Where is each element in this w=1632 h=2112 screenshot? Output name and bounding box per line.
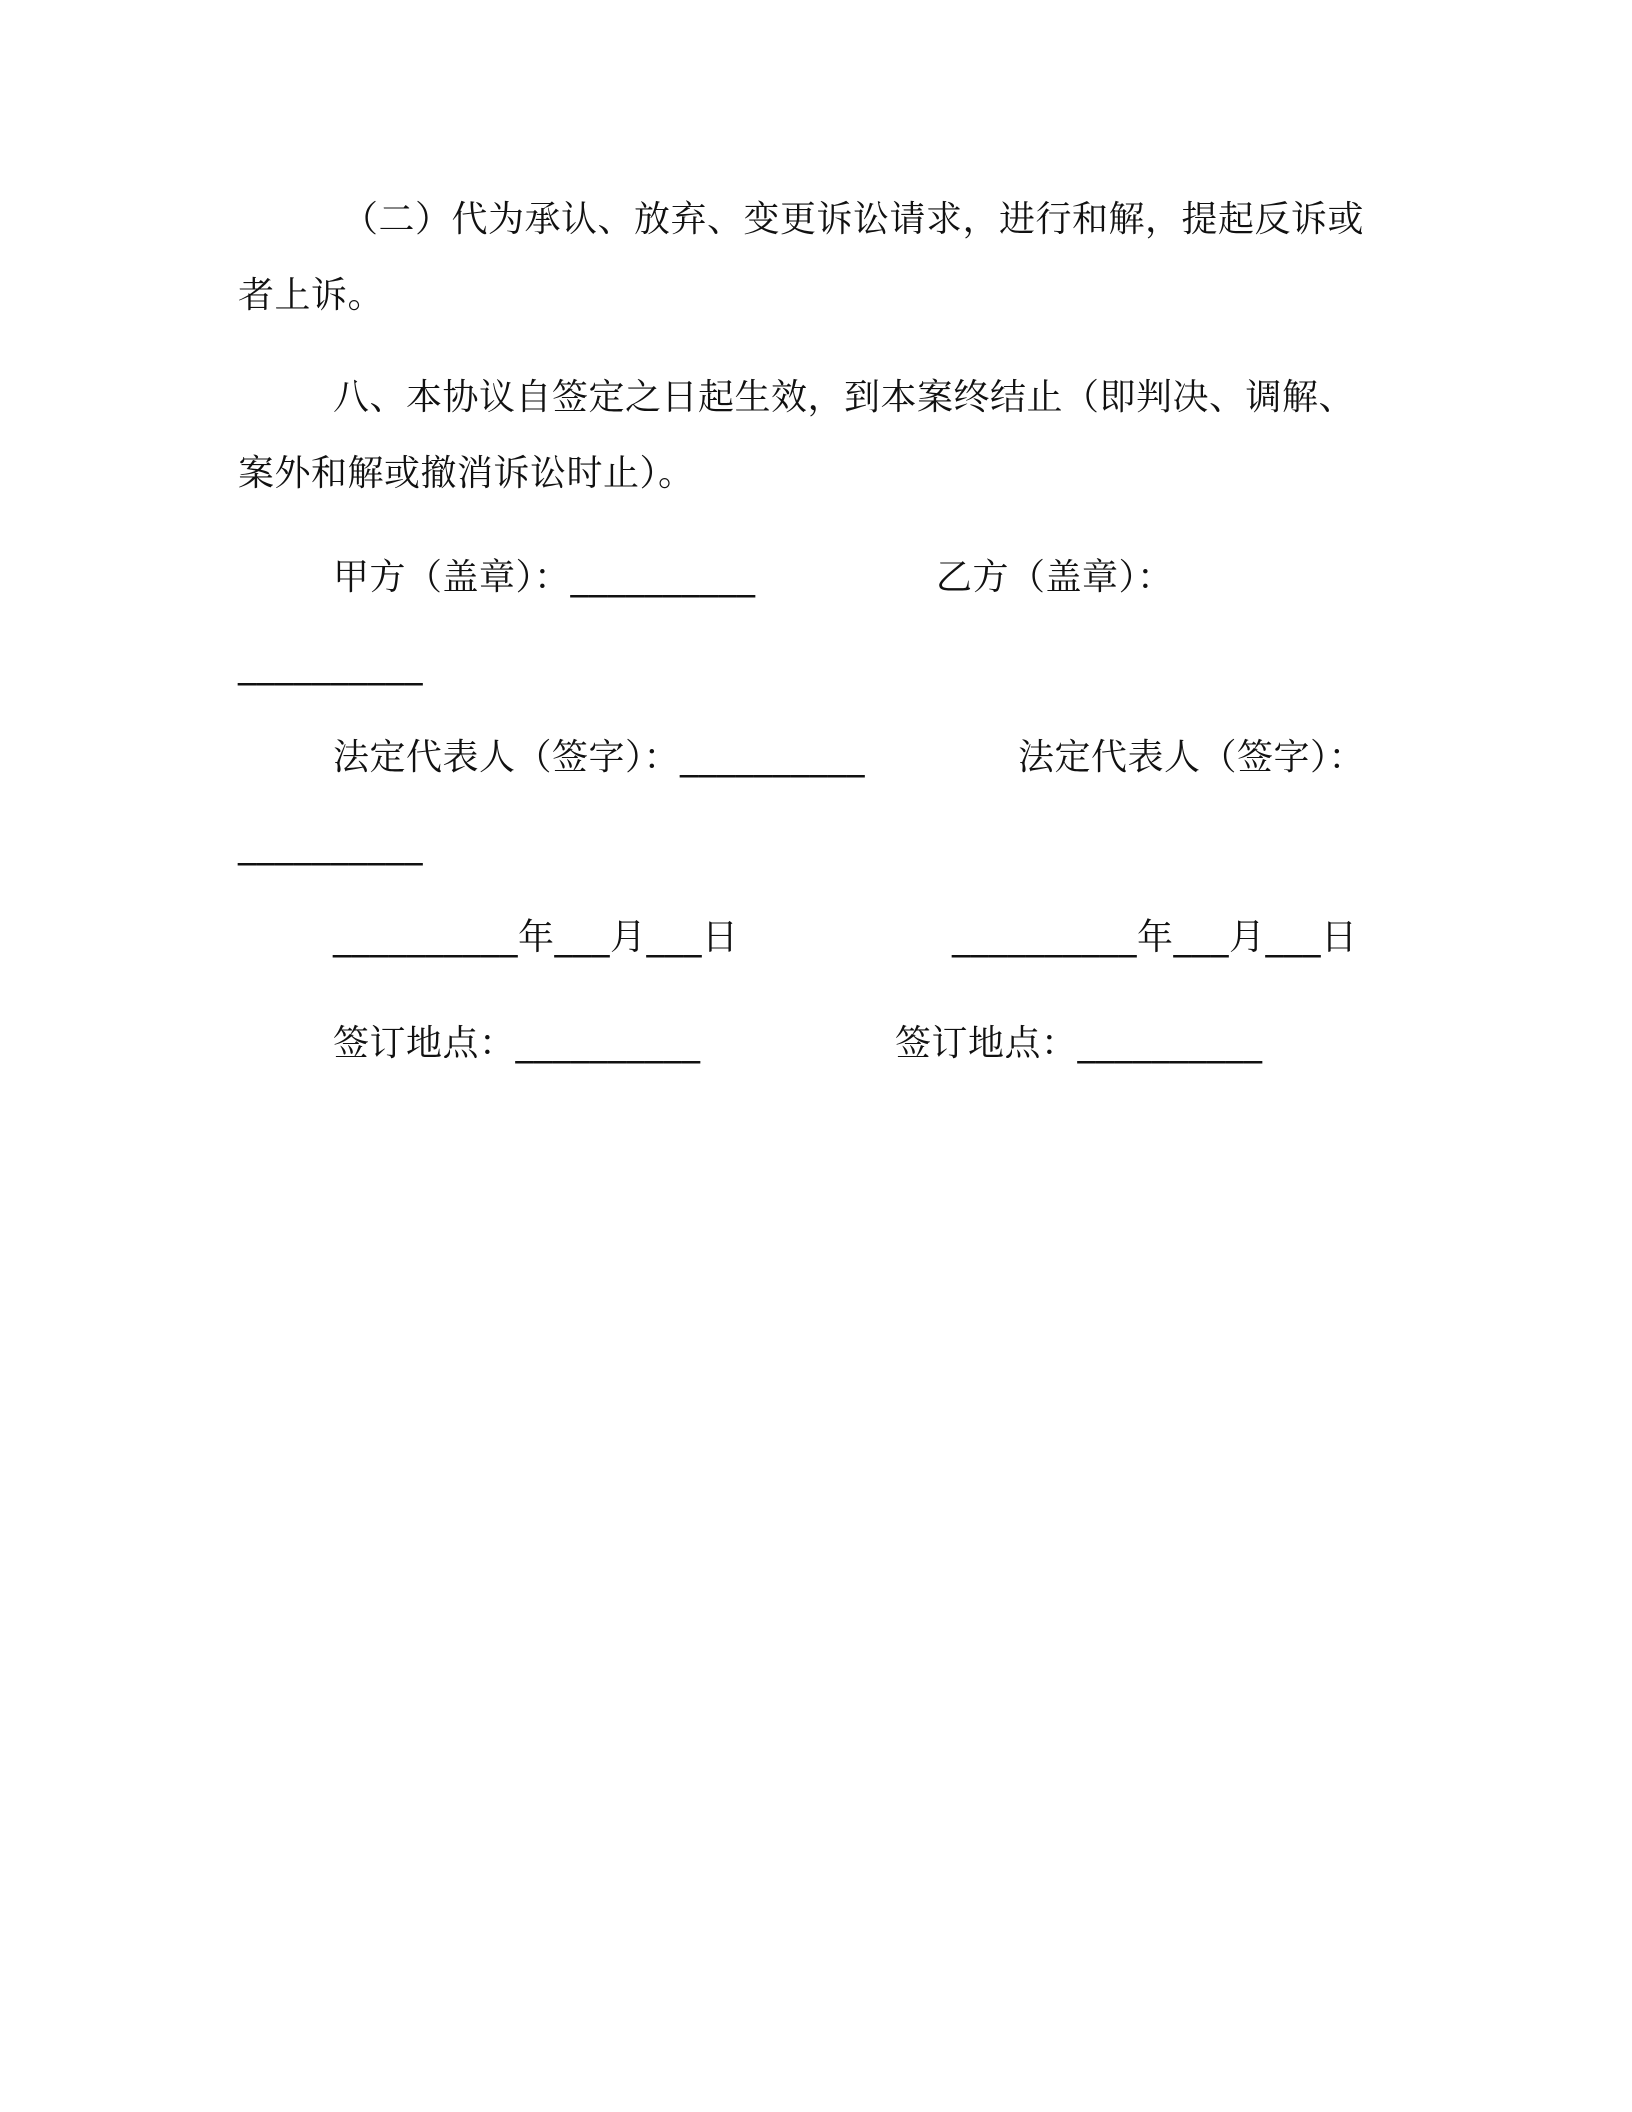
party-b-date-line: __________年___月___日 (952, 917, 1358, 958)
party-a-rep-line: 法定代表人（签字）：__________ (333, 737, 866, 778)
party-b-place-line: 签订地点：__________ (895, 1023, 1263, 1064)
party-b-seal-line: 乙方（盖章）： (936, 557, 1174, 598)
clause-8-line-2: 案外和解或撤消诉讼时止）。 (238, 453, 695, 494)
party-b-seal-blank: __________ (238, 645, 423, 686)
party-a-place-line: 签订地点：__________ (333, 1023, 701, 1064)
clause-2-line-1: （二）代为承认、放弃、变更诉讼请求，进行和解，提起反诉或 (342, 199, 1365, 240)
clause-8-line-1: 八、本协议自签定之日起生效，到本案终结止（即判决、调解、 (333, 377, 1356, 418)
party-b-rep-blank: __________ (238, 825, 423, 866)
party-a-date-line: __________年___月___日 (333, 917, 739, 958)
clause-2-line-2: 者上诉。 (238, 275, 385, 316)
party-b-rep-line: 法定代表人（签字）： (1018, 737, 1366, 778)
party-a-seal-line: 甲方（盖章）：__________ (333, 557, 756, 598)
